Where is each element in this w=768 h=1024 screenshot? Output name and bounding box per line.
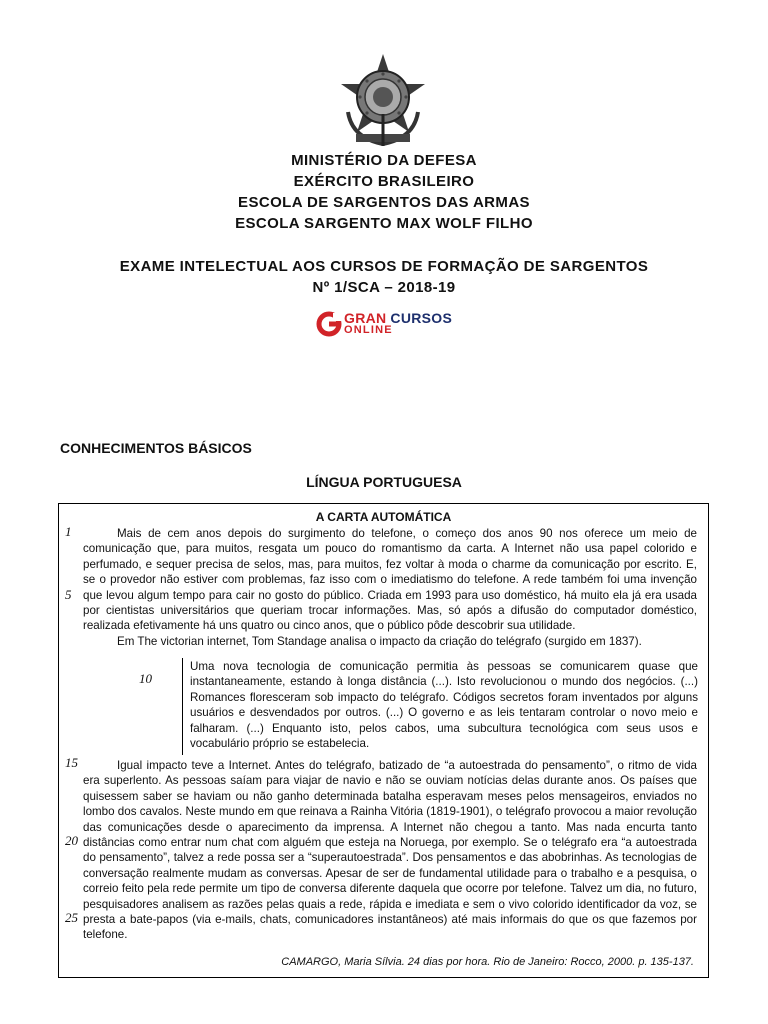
header-line-ministry: MINISTÉRIO DA DEFESA (291, 152, 477, 169)
line-number: 20 (65, 833, 78, 848)
line-number: 15 (65, 755, 78, 770)
gran-cursos-logo (316, 309, 452, 339)
article-quote: Uma nova tecnologia de comunicação permitia às pessoas se comunicarem quase que instantaneamente, estando à longa distância (...). Isto revolucionou o mundo dos negócios. (...) Romances floresceram sob impacto do telégrafo. Códigos secretos foram inventados por alguns usuários e desvendados por outros. (...) O governo e as leis tentaram controlar o novo meio e falharam. (...) Enquanto isto, pelos cabos, uma subcultura tecnológica com seus usos e vocabulário próprio se estabelecia. (190, 660, 698, 751)
article-opening (83, 526, 697, 649)
logo-gran-text: GRAN (344, 310, 387, 326)
exam-number: Nº 1/SCA – 2018-19 (312, 279, 456, 296)
quote-rule (182, 658, 183, 755)
line-number: 10 (139, 671, 152, 686)
exam-header (0, 256, 768, 298)
logo-online-text: ONLINE (344, 324, 393, 336)
header-line-army: EXÉRCITO BRASILEIRO (293, 173, 475, 190)
exam-title: EXAME INTELECTUAL AOS CURSOS DE FORMAÇÃO DE SARGENTOS (119, 258, 649, 275)
gran-g-icon (316, 311, 342, 337)
article-box (58, 503, 709, 978)
line-number: 25 (65, 910, 78, 925)
article-title: A CARTA AUTOMÁTICA (315, 510, 452, 524)
line-number: 5 (65, 587, 72, 602)
logo-cursos-text: CURSOS (390, 310, 453, 326)
institution-header (0, 150, 768, 234)
article-citation: CAMARGO, Maria Sílvia. 24 dias por hora. Rio de Janeiro: Rocco, 2000. p. 135-137. (281, 956, 694, 968)
line-number: 1 (65, 524, 72, 539)
header-line-school-name: ESCOLA SARGENTO MAX WOLF FILHO (235, 215, 533, 232)
article-paragraph-2: Em The victorian internet, Tom Standage analisa o impacto da criação do telégrafo (surgido em 1837). (117, 634, 642, 648)
section-portuguese: LÍNGUA PORTUGUESA (306, 474, 462, 490)
header-line-school: ESCOLA DE SARGENTOS DAS ARMAS (238, 194, 530, 211)
article-paragraph-1: Mais de cem anos depois do surgimento do telefone, o começo dos anos 90 nos oferece um meio de comunicação que, para muitos, resgata um pouco do romantismo da carta. A Internet não usa papel colorido e perfumado, e sequer precisa de selos, mas, para muitos, fez voltar à moda o charme da comunicação por escrito. E, se o provedor não estiver com problemas, faz isso com o imediatismo do telefone. A rede também foi uma invenção que levou algum tempo para cair no gosto do público. Criada em 1993 para uso doméstico, há muito ela já era usada por cientistas universitários que queriam trocar informações. Mas, só após a difusão do computador doméstico, realizada efetivamente há uns quatro ou cinco anos, que o público pôde descobrir sua utilidade. (83, 527, 697, 633)
section-basic-knowledge: CONHECIMENTOS BÁSICOS (60, 440, 252, 456)
article-paragraph-3: Igual impacto teve a Internet. Antes do telégrafo, batizado de “a autoestrada do pensamento”, o ritmo de vida era superlento. As pessoas saíam para viajar de navio e não se ouviam notícias delas durante anos. Os países que quisessem saber se haviam ou não ganho determinada batalha esperavam meses pelos mensageiros, enviados no lombo dos cavalos. Neste mundo em que reinava a Rainha Vitória (1819-1901), o telégrafo provocou a maior revolução das comunicações desde o aparecimento da imprensa. A Internet não chegou a tanto. Mas nada encurta tanto distâncias como entrar num chat com alguém que esteja na Noruega, por exemplo. Se o telégrafo era “a autoestrada do pensamento”, talvez a rede possa ser a “superautoestrada”. Dos pensamentos e das abobrinhas. As tecnologias de conversação realmente mudam as conversas. Apesar de ser de fundamental utilidade para o trabalho e a pesquisa, o correio feito pela rede permite um tipo de conversa diferente daquela que ocorre por telefone. Talvez um dia, no futuro, pesquisadores analisem as razões pelas quais a rede, rápida e imediata e sem o vivo colorido identificador da voz, se presta a bate-papos (via e-mails, chats, comunicadores instantâneos) até mais informais do que os que fazemos por telefone. (83, 759, 697, 942)
article-closing (83, 758, 697, 943)
brazil-coat-of-arms-emblem (338, 52, 428, 148)
